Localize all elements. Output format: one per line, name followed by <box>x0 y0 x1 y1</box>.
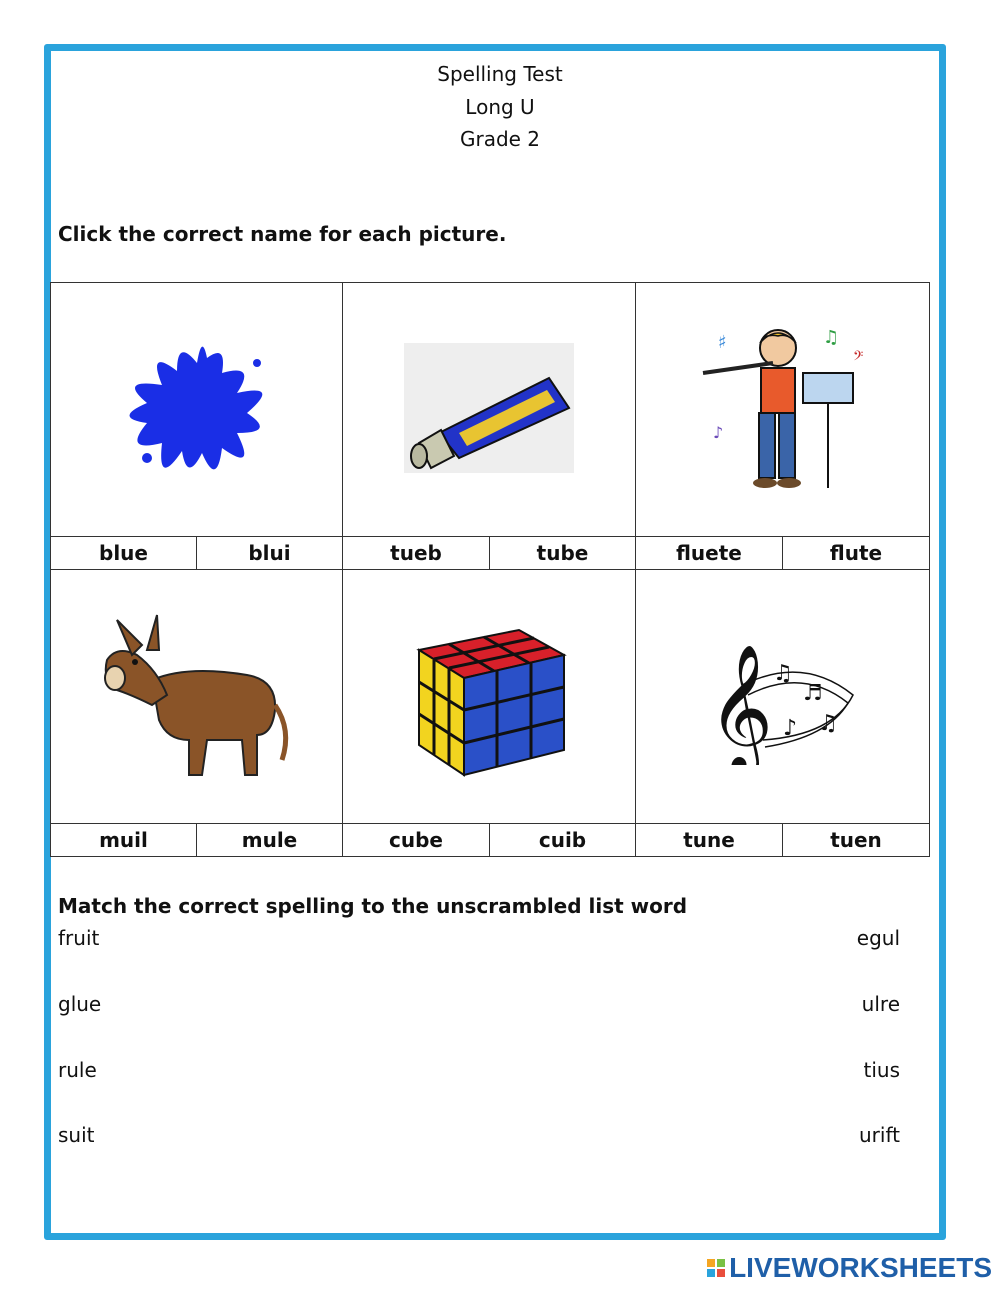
mule-icon <box>97 600 297 790</box>
svg-text:♫: ♫ <box>822 326 839 348</box>
paint-splat-icon <box>107 323 287 493</box>
svg-text:𝄞: 𝄞 <box>707 642 773 765</box>
option-blui[interactable]: blui <box>197 537 343 570</box>
rubiks-cube-picture <box>343 570 636 824</box>
svg-text:𝄢: 𝄢 <box>852 347 863 367</box>
worksheet-title: Spelling Test <box>437 62 563 86</box>
svg-text:♪: ♪ <box>712 422 723 442</box>
brand-name: LIVEWORKSHEETS <box>729 1252 992 1283</box>
match-left-word[interactable]: fruit <box>58 926 100 950</box>
option-fluete[interactable]: fluete <box>636 537 783 570</box>
option-cube[interactable]: cube <box>343 824 490 857</box>
option-muil[interactable]: muil <box>51 824 197 857</box>
match-left-word[interactable]: rule <box>58 1058 97 1082</box>
svg-text:♪: ♪ <box>782 715 797 741</box>
flute-player-icon <box>693 318 873 498</box>
picture-grid <box>50 282 930 857</box>
match-right-word[interactable]: egul <box>856 926 900 950</box>
svg-text:♯: ♯ <box>717 331 727 353</box>
glue-tube-icon <box>399 338 579 478</box>
worksheet-grade: Grade 2 <box>459 127 541 151</box>
option-blue[interactable]: blue <box>51 537 197 570</box>
option-tune[interactable]: tune <box>636 824 783 857</box>
option-cuib[interactable]: cuib <box>490 824 636 857</box>
picture-instruction: Click the correct name for each picture. <box>58 222 507 246</box>
liveworksheets-logo <box>707 1252 992 1284</box>
worksheet-subtitle: Long U <box>465 95 535 119</box>
svg-text:♬: ♬ <box>802 680 823 706</box>
glue-tube-picture <box>343 283 636 537</box>
rubiks-cube-icon <box>404 610 574 780</box>
option-tuen[interactable]: tuen <box>783 824 930 857</box>
match-instruction: Match the correct spelling to the unscrambled list word <box>58 894 688 918</box>
music-notes-picture <box>636 570 930 824</box>
logo-blocks-icon <box>707 1259 725 1277</box>
match-right-word[interactable]: ulre <box>861 992 900 1016</box>
match-right-word[interactable]: urift <box>859 1123 900 1147</box>
option-mule[interactable]: mule <box>197 824 343 857</box>
music-notes-icon <box>703 625 863 765</box>
option-tueb[interactable]: tueb <box>343 537 490 570</box>
option-flute[interactable]: flute <box>783 537 930 570</box>
match-left-word[interactable]: suit <box>58 1123 95 1147</box>
mule-picture <box>51 570 343 824</box>
svg-text:♫: ♫ <box>817 710 838 736</box>
option-tube[interactable]: tube <box>490 537 636 570</box>
svg-text:♫: ♫ <box>772 660 793 686</box>
paint-splat-picture <box>51 283 343 537</box>
match-right-word[interactable]: tius <box>863 1058 900 1082</box>
flute-player-picture <box>636 283 930 537</box>
match-left-word[interactable]: glue <box>58 992 102 1016</box>
